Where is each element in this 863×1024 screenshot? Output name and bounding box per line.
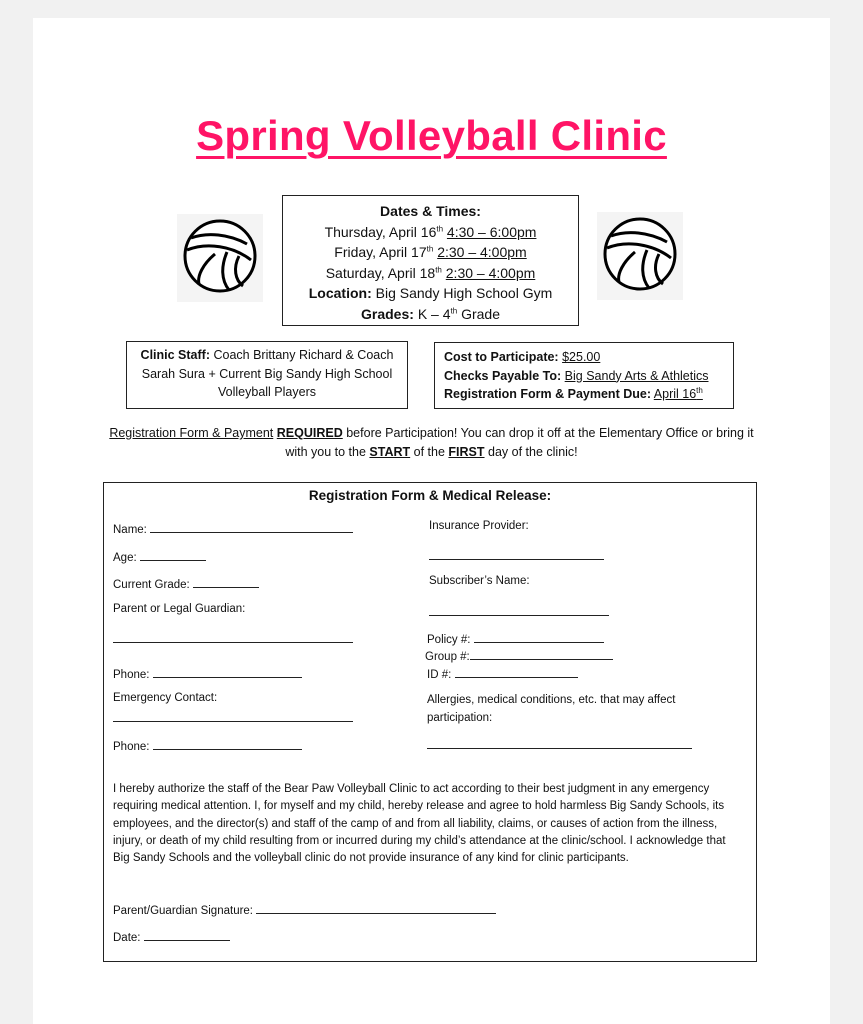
cost-line: Cost to Participate: $25.00	[444, 350, 601, 364]
registration-notice: Registration Form & Payment REQUIRED before Participation! You can drop it off at the Elementary Office or bring it with you to the START of the FIRST day of the clinic!	[109, 426, 754, 459]
volleyball-icon	[177, 214, 263, 302]
grades-line: Grades: K – 4th Grade	[361, 305, 500, 322]
dates-times-box	[282, 195, 579, 326]
location-line: Location: Big Sandy High School Gym	[308, 285, 553, 302]
phone-field[interactable]: Phone:	[113, 665, 302, 681]
emergency-phone-field[interactable]: Phone:	[113, 737, 302, 753]
guardian-label: Parent or Legal Guardian:	[113, 603, 246, 615]
date-field[interactable]: Date:	[113, 928, 230, 944]
due-line: Registration Form & Payment Due: April 16th	[444, 386, 703, 402]
date-line: Saturday, April 18th 2:30 – 4:00pm	[325, 264, 536, 281]
emergency-line[interactable]	[113, 721, 353, 722]
dates-heading: Dates & Times:	[380, 203, 481, 219]
guardian-line[interactable]	[113, 642, 353, 643]
policy-field[interactable]: Policy #:	[427, 630, 604, 646]
allergies-label: Allergies, medical conditions, etc. that may affect participation:	[427, 694, 676, 724]
insurance-line[interactable]	[429, 559, 604, 560]
checks-line: Checks Payable To: Big Sandy Arts & Athletics	[444, 368, 709, 383]
registration-form	[103, 482, 757, 962]
grade-field[interactable]: Current Grade:	[113, 575, 259, 591]
subscriber-label: Subscriber’s Name:	[429, 575, 530, 587]
clinic-staff-box: Clinic Staff: Coach Brittany Richard & Coach Sarah Sura + Current Big Sandy High School Volleyball Players	[126, 341, 408, 409]
name-field[interactable]: Name:	[113, 520, 353, 536]
form-title: Registration Form & Medical Release:	[308, 488, 552, 503]
subscriber-line[interactable]	[429, 615, 609, 616]
age-field[interactable]: Age:	[113, 548, 206, 564]
date-line: Thursday, April 16th 4:30 – 6:00pm	[324, 223, 537, 240]
emergency-label: Emergency Contact:	[113, 692, 218, 704]
date-line: Friday, April 17th 2:30 – 4:00pm	[334, 244, 527, 261]
release-paragraph: I hereby authorize the staff of the Bear Paw Volleyball Clinic to act according to their best judgment in any emergency requiring medical attention. I, for myself and my child, hereby release and agree to hold harmless Big Sandy Schools, its employees, and the director(s) and staff of the camp of and from all liability, claims, or causes of action from the illness, injury, or death of my child resulting from or incurred during my child’s attendance at the clinic/school. I acknowledge that Big Sandy Schools and the volleyball clinic do not provide insurance of any kind for clinic participants.	[113, 783, 726, 865]
volleyball-icon	[597, 212, 683, 300]
insurance-label: Insurance Provider:	[429, 520, 529, 532]
id-field[interactable]: ID #:	[427, 665, 578, 681]
page-title: Spring Volleyball Clinic	[196, 112, 667, 159]
group-field[interactable]: Group #:	[425, 647, 613, 663]
signature-field[interactable]: Parent/Guardian Signature:	[113, 901, 496, 917]
cost-box	[434, 342, 734, 409]
allergies-line[interactable]	[427, 748, 692, 749]
